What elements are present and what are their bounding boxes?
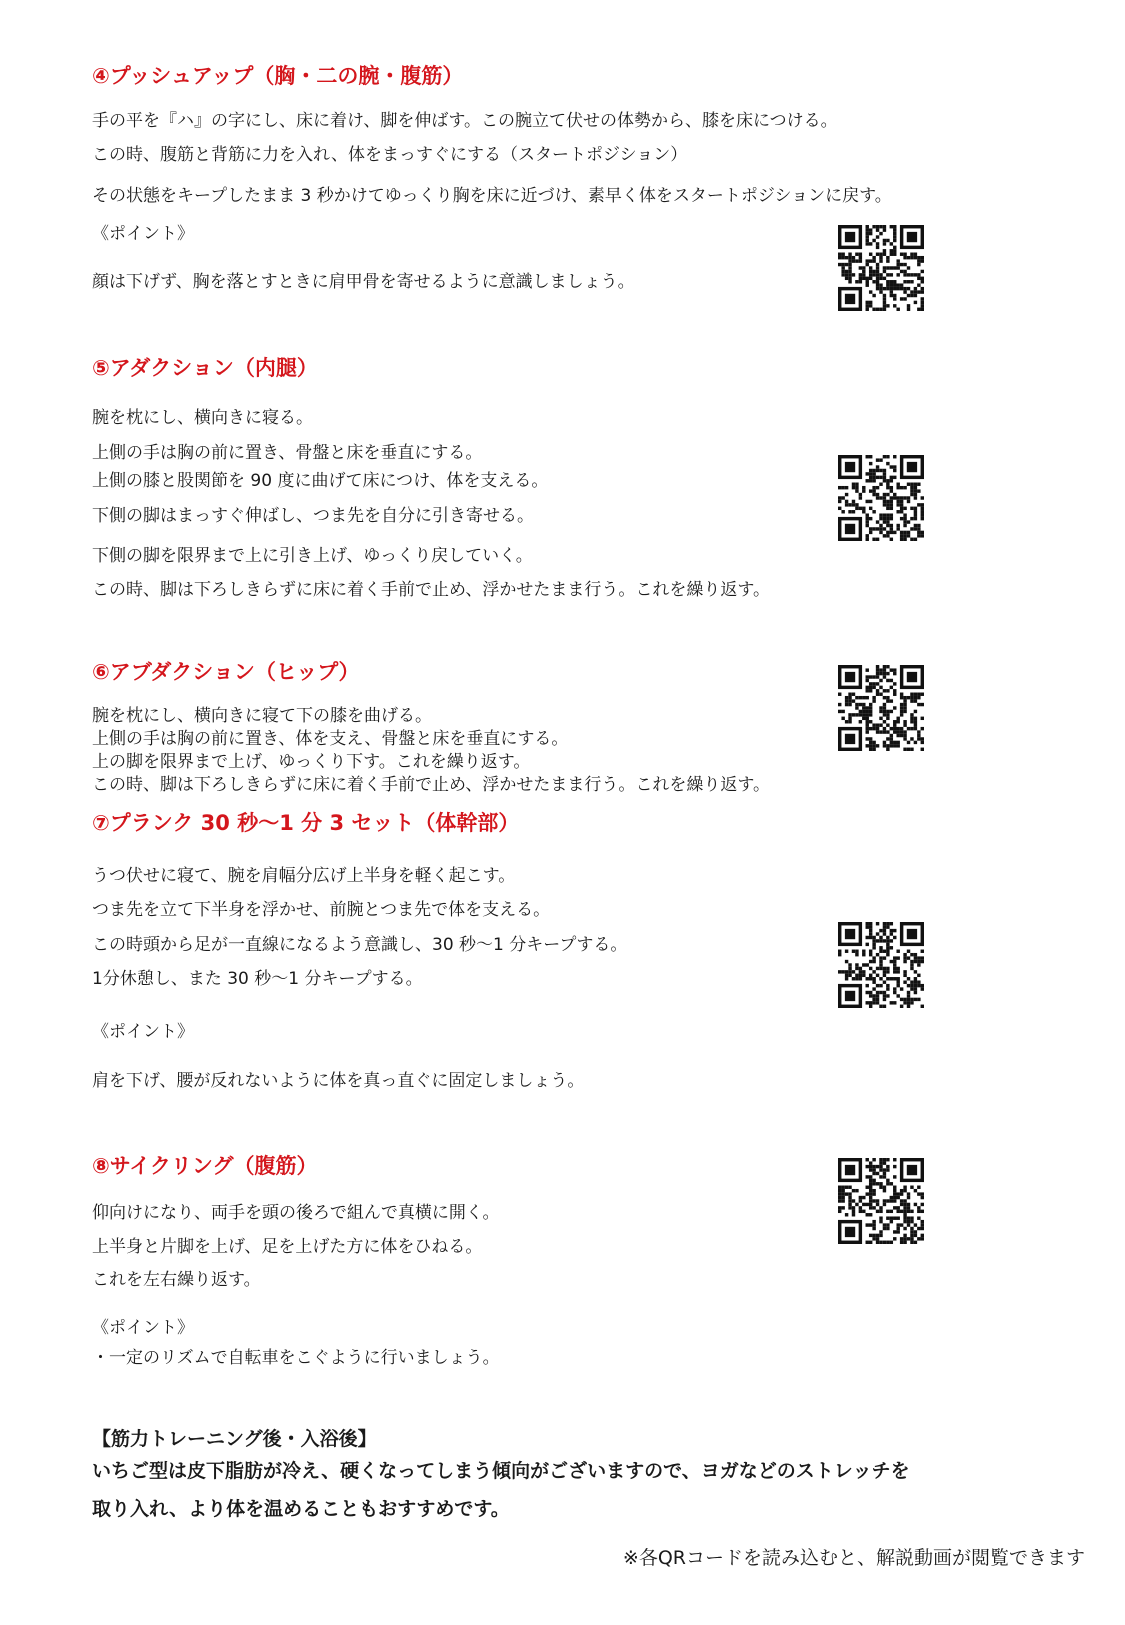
section-7-line: この時頭から足が一直線になるよう意識し、30 秒～1 分キープする。	[92, 935, 628, 955]
section-7-point-text: 肩を下げ、腰が反れないように体を真っ直ぐに固定しましょう。	[92, 1071, 585, 1091]
section-5-line: 上側の手は胸の前に置き、骨盤と床を垂直にする。	[92, 443, 483, 463]
section-4-line: この時、腹筋と背筋に力を入れ、体をまっすぐにする（スタートポジション）	[92, 145, 688, 165]
section-6-line: 上側の手は胸の前に置き、体を支え、骨盤と床を垂直にする。	[92, 729, 569, 749]
qr-code-icon[interactable]	[838, 455, 924, 541]
section-5-line: 上側の膝と股関節を 90 度に曲げて床につけ、体を支える。	[92, 471, 549, 491]
section-5-line: この時、脚は下ろしきらずに床に着く手前で止め、浮かせたまま行う。これを繰り返す。	[92, 580, 770, 600]
section-8-point-text: ・一定のリズムで自転車をこぐように行いましょう。	[92, 1348, 500, 1368]
section-5-line: 下側の脚はまっすぐ伸ばし、つま先を自分に引き寄せる。	[92, 506, 534, 526]
section-4-point-text: 顔は下げず、胸を落とすときに肩甲骨を寄せるように意識しましょう。	[92, 272, 635, 292]
section-6-heading: ⑥アブダクション（ヒップ）	[92, 660, 360, 684]
qr-code-icon[interactable]	[838, 922, 924, 1008]
section-4-point-label: 《ポイント》	[92, 224, 194, 244]
after-training-line: 取り入れ、より体を温めることもおすすめです。	[92, 1498, 510, 1520]
qr-code-icon[interactable]	[838, 1158, 924, 1244]
section-8-point-label: 《ポイント》	[92, 1318, 194, 1338]
section-7-line: 1分休憩し、また 30 秒～1 分キープする。	[92, 969, 423, 989]
section-4-line: 手の平を『ハ』の字にし、床に着け、脚を伸ばす。この腕立て伏せの体勢から、膝を床につける。	[92, 111, 838, 131]
section-8-line: 仰向けになり、両手を頭の後ろで組んで真横に開く。	[92, 1203, 500, 1223]
qr-footer-note: ※各QRコードを読み込むと、解説動画が閲覧できます	[622, 1547, 1085, 1569]
section-8-line: 上半身と片脚を上げ、足を上げた方に体をひねる。	[92, 1237, 483, 1257]
section-4-line: その状態をキープしたまま 3 秒かけてゆっくり胸を床に近づけ、素早く体をスタートポジションに戻す。	[92, 186, 892, 206]
section-4-heading: ④プッシュアップ（胸・二の腕・腹筋）	[92, 64, 464, 88]
qr-code-icon[interactable]	[838, 225, 924, 311]
section-7-point-label: 《ポイント》	[92, 1022, 194, 1042]
section-5-line: 腕を枕にし、横向きに寝る。	[92, 408, 313, 428]
section-7-line: うつ伏せに寝て、腕を肩幅分広げ上半身を軽く起こす。	[92, 866, 516, 886]
section-7-line: つま先を立て下半身を浮かせ、前腕とつま先で体を支える。	[92, 900, 551, 920]
section-5-heading: ⑤アダクション（内腿）	[92, 356, 318, 380]
after-training-title: 【筋力トレーニング後・入浴後】	[92, 1428, 377, 1450]
qr-code-icon[interactable]	[838, 665, 924, 751]
section-6-line: 上の脚を限界まで上げ、ゆっくり下す。これを繰り返す。	[92, 752, 531, 772]
section-6-line: 腕を枕にし、横向きに寝て下の膝を曲げる。	[92, 706, 432, 726]
section-8-line: これを左右繰り返す。	[92, 1270, 261, 1290]
section-6-line: この時、脚は下ろしきらずに床に着く手前で止め、浮かせたまま行う。これを繰り返す。	[92, 775, 770, 795]
section-5-line: 下側の脚を限界まで上に引き上げ、ゆっくり戻していく。	[92, 546, 533, 566]
section-8-heading: ⑧サイクリング（腹筋）	[92, 1154, 318, 1178]
after-training-line: いちご型は皮下脂肪が冷え、硬くなってしまう傾向がございますので、ヨガなどのストレッチを	[92, 1460, 910, 1482]
section-7-heading: ⑦プランク 30 秒～1 分 3 セット（体幹部）	[92, 811, 520, 835]
